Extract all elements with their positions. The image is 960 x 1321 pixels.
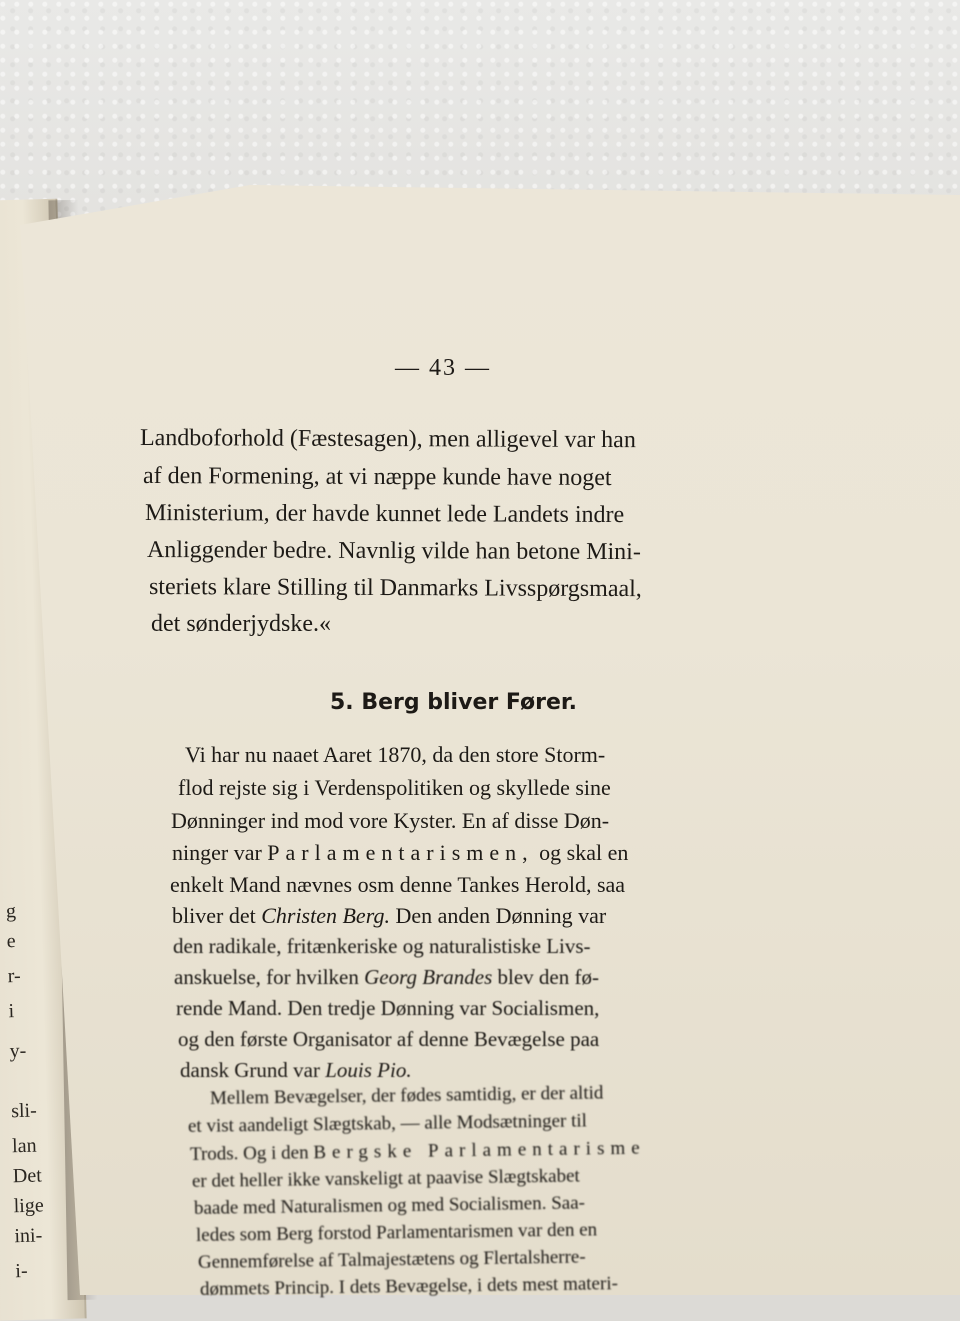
text-line (174, 965, 599, 990)
text-line: dømmets Princip. I dets Bevægelse, i dets mest materi- (199, 1273, 619, 1300)
text-line: flod rejste sig i Verdenspolitiken og skyllede sine (178, 775, 611, 800)
text-line: Dønninger ind mod vore Kyster. En af disse Døn- (171, 808, 610, 833)
left-page-fragment: i- (15, 1259, 28, 1283)
text-line (180, 1058, 412, 1083)
left-page-fragment: Det (12, 1164, 43, 1188)
left-page-fragment: e (6, 930, 16, 953)
text-line: enkelt Mand nævnes osm denne Tankes Herold, saa (170, 872, 626, 897)
text-line: baade med Naturalismen og med Socialismen. Saa- (193, 1192, 586, 1219)
text-line: steriets klare Stilling til Danmarks Livsspørgsmaal, (148, 574, 642, 603)
text-line: Anliggender bedre. Navnlig vilde han betone Mini- (146, 537, 641, 566)
text-span: anskuelse, for hvilken (174, 965, 359, 989)
text-line: er det heller ikke vanskeligt at paavise Slægtskabet (191, 1165, 580, 1192)
left-page-fragment: ini- (14, 1224, 43, 1248)
emphasis-italic: Georg Brandes (364, 965, 493, 989)
emphasis-italic: Louis Pio. (325, 1058, 412, 1082)
text-line: Ministerium, der havde kunnet lede Landets indre (144, 500, 625, 529)
left-page-fragment: g (5, 900, 17, 923)
text-span: blev den fø- (497, 965, 599, 989)
text-span: Den anden Dønning var (395, 903, 607, 928)
text-line: Landboforhold (Fæstesagen), men alligevel var han (139, 425, 636, 454)
text-line (172, 903, 606, 929)
left-page-fragment: sli- (10, 1099, 38, 1123)
text-line: den radikale, fritænkeriske og naturalistiske Livs- (173, 934, 591, 958)
text-line (172, 840, 628, 866)
text-line: ledes som Berg forstod Parlamentarismen var den en (195, 1219, 598, 1246)
left-page-fragment: i (8, 1000, 15, 1023)
text-span: dansk Grund var (180, 1058, 320, 1082)
text-line: det sønderjydske.« (151, 611, 331, 637)
text-line: Gennemførelse af Talmajestætens og Flertalsherre- (197, 1246, 586, 1273)
text-span: ninger var (172, 840, 262, 865)
emphasis-italic: Christen Berg. (261, 903, 390, 928)
text-line: Mellem Bevægelser, der fødes samtidig, er der altid (209, 1082, 604, 1109)
text-span: og skal en (539, 840, 629, 865)
left-page-fragment: r- (7, 964, 21, 988)
text-line: et vist aandeligt Slægtskab, — alle Modsætninger til (187, 1110, 588, 1137)
left-page-fragment: y- (9, 1039, 27, 1063)
left-page-fragment: lige (13, 1194, 44, 1218)
text-span: Trods. Og i den (189, 1142, 309, 1165)
text-span: bliver det (172, 903, 256, 928)
text-line: rende Mand. Den tredje Dønning var Socialismen, (176, 996, 600, 1020)
text-line: Vi har nu naaet Aaret 1870, da den store Storm- (185, 742, 606, 767)
text-line: og den første Organisator af denne Bevægelse paa (178, 1027, 600, 1051)
left-page-fragment: lan (11, 1134, 37, 1158)
emphasis-spaced: Parlamentarismen, (267, 840, 534, 865)
text-line (190, 1138, 646, 1166)
emphasis-spaced: Bergske Parlamentarisme (313, 1137, 646, 1164)
page-number: — 43 — (395, 355, 491, 381)
section-heading: 5. Berg bliver Fører. (330, 690, 577, 715)
text-line: af den Formening, at vi næppe kunde have noget (142, 463, 612, 492)
